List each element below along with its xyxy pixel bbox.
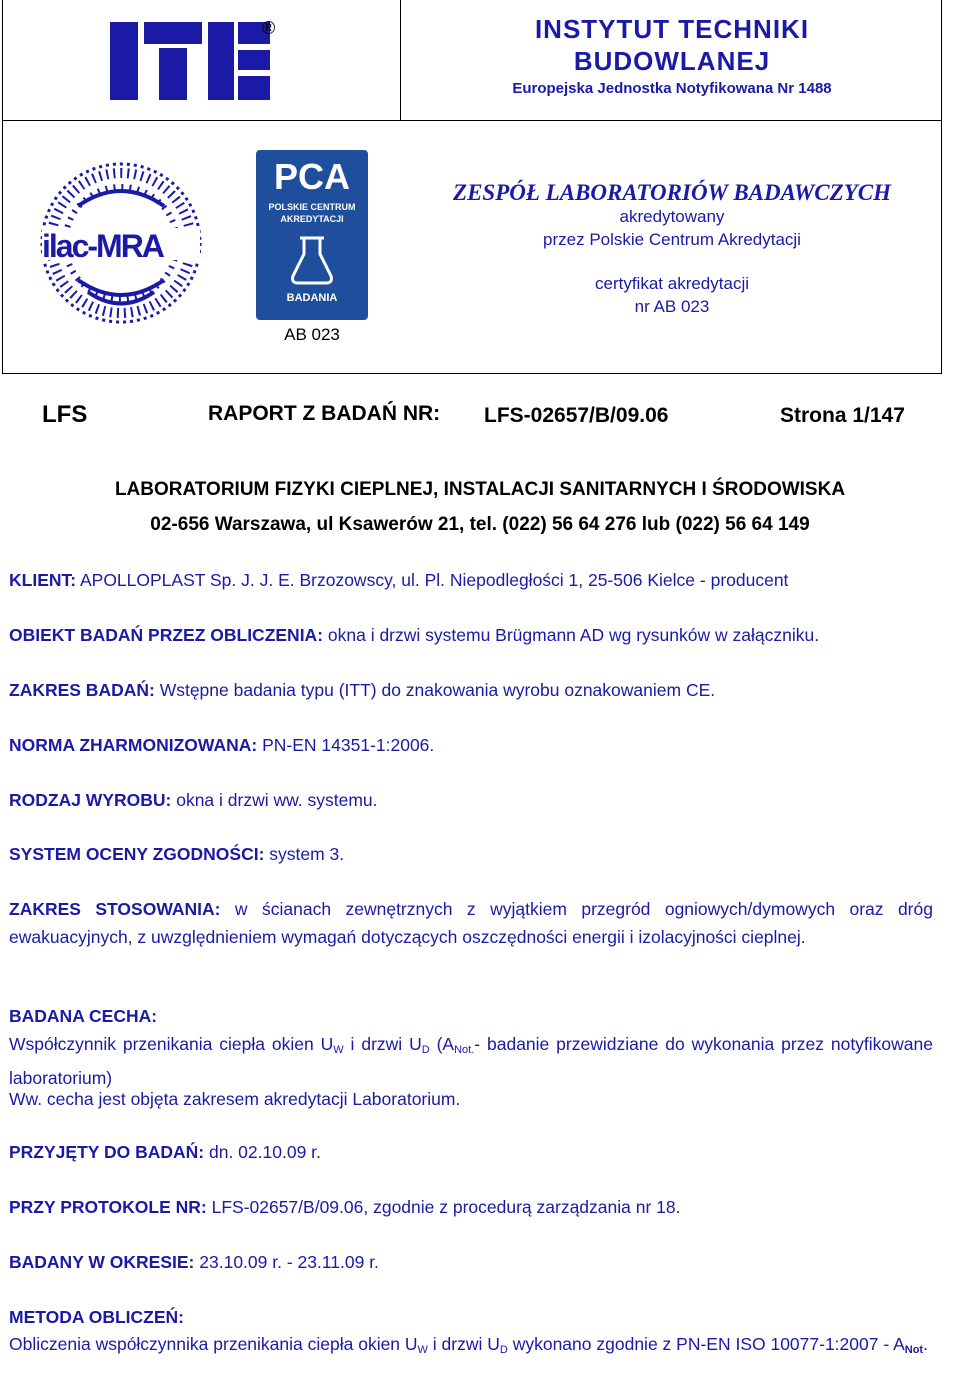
norm-row xyxy=(9,735,434,756)
feature-paragraph xyxy=(9,1030,933,1092)
method-text-end: . xyxy=(923,1334,928,1354)
pca-logo-text: PCA xyxy=(273,156,350,197)
lab-name: LABORATORIUM FIZYKI CIEPLNEJ, INSTALACJI SANITARNYCH I ŚRODOWISKA xyxy=(114,479,846,500)
accredited-label: akredytowany xyxy=(619,207,725,226)
method-subscript-not: Not xyxy=(904,1344,924,1356)
use-label: ZAKRES STOSOWANIA: xyxy=(9,899,221,919)
system-label: SYSTEM OCENY ZGODNOŚCI: xyxy=(9,844,265,864)
accepted-value: dn. 02.10.09 r. xyxy=(204,1142,321,1162)
method-subscript-d: D xyxy=(499,1344,508,1356)
protocol-label: PRZY PROTOKOLE NR: xyxy=(9,1197,207,1217)
pca-code: AB 023 xyxy=(284,325,340,344)
subscript-not: Not. xyxy=(454,1044,475,1056)
system-value: system 3. xyxy=(264,844,345,864)
lab-address: 02-656 Warszawa, ul Ksawerów 21, tel. (022) 56 64 276 lub (022) 56 64 149 xyxy=(150,514,810,535)
header-divider xyxy=(2,120,942,121)
accredited-by: przez Polskie Centrum Akredytacji xyxy=(543,230,801,249)
protocol-row xyxy=(9,1197,681,1218)
notified-body-label: Europejska Jednostka Notyfikowana Nr 1488 xyxy=(512,80,832,97)
report-number: LFS-02657/B/09.06 xyxy=(484,404,669,427)
registered-mark: ® xyxy=(262,18,276,38)
itb-logo xyxy=(110,22,270,100)
object-label: OBIEKT BADAŃ PRZEZ OBLICZENIA: xyxy=(9,625,324,645)
institute-name-line1: INSTYTUT TECHNIKI xyxy=(534,14,810,44)
pca-badania-label: BADANIA xyxy=(286,292,338,304)
page-indicator: Strona 1/147 xyxy=(780,404,905,427)
period-row xyxy=(9,1252,379,1273)
flask-icon xyxy=(290,236,334,286)
norm-value: PN-EN 14351-1:2006. xyxy=(257,735,435,755)
method-text-a: Obliczenia współczynnika przenikania ciepła okien U xyxy=(9,1334,418,1354)
method-label: METODA OBLICZEŃ: xyxy=(9,1307,184,1327)
feature-text-a: Współczynnik przenikania ciepła okien U xyxy=(9,1034,334,1054)
feature-text-c: (A xyxy=(429,1034,455,1054)
feature-text-b: i drzwi U xyxy=(343,1034,422,1054)
method-paragraph xyxy=(9,1330,933,1364)
subscript-d: D xyxy=(421,1044,430,1056)
accepted-row xyxy=(9,1142,321,1163)
feature-text-d: - badanie przewidziane do wykonania przez notyfikowane laboratorium) xyxy=(9,1034,933,1088)
norm-label: NORMA ZHARMONIZOWANA: xyxy=(9,735,258,755)
institute-name-line2: BUDOWLANEJ xyxy=(573,46,771,76)
pca-logo-line2: AKREDYTACJI xyxy=(280,214,344,224)
kind-row xyxy=(9,790,378,811)
subscript-w: W xyxy=(333,1044,344,1056)
ilac-mra-text: ilac-MRA xyxy=(42,228,163,264)
feature-accreditation-note: Ww. cecha jest objęta zakresem akredytacji Laboratorium. xyxy=(9,1089,461,1109)
protocol-value: LFS-02657/B/09.06, zgodnie z procedurą zarządzania nr 18. xyxy=(206,1197,681,1217)
client-row xyxy=(9,570,788,591)
scope-row xyxy=(9,680,715,701)
period-label: BADANY W OKRESIE: xyxy=(9,1252,195,1272)
certificate-number: nr AB 023 xyxy=(634,297,710,316)
scope-value: Wstępne badania typu (ITT) do znakowania wyrobu oznakowaniem CE. xyxy=(154,680,716,700)
feature-label: BADANA CECHA: xyxy=(9,1006,158,1026)
kind-value: okna i drzwi ww. systemu. xyxy=(171,790,378,810)
method-text-c: wykonano zgodnie z PN-EN ISO 10077-1:2007 - A xyxy=(507,1334,905,1354)
system-row xyxy=(9,844,344,865)
method-subscript-w: W xyxy=(417,1344,428,1356)
client-label: KLIENT: xyxy=(9,570,77,590)
use-value: w ścianach zewnętrznych z wyjątkiem przegród ogniowych/dymowych oraz dróg ewakuacyjnych, z uwzględnieniem wymagań dotyczących oszczędności energii i izolacyjności cieplnej. xyxy=(9,899,933,947)
pca-logo xyxy=(256,150,368,320)
pca-logo-line1: POLSKIE CENTRUM xyxy=(268,202,356,212)
client-value: APOLLOPLAST Sp. J. J. E. Brzozowscy, ul. Pl. Niepodległości 1, 25-506 Kielce - producent xyxy=(76,570,789,590)
lab-team-title: ZESPÓŁ LABORATORIÓW BADAWCZYCH xyxy=(453,180,891,205)
header-vertical-divider xyxy=(400,0,401,120)
object-value: okna i drzwi systemu Brügmann AD wg rysunków w załączniku. xyxy=(323,625,820,645)
report-label: RAPORT Z BADAŃ NR: xyxy=(208,402,441,425)
accepted-label: PRZYJĘTY DO BADAŃ: xyxy=(9,1142,205,1162)
lfs-label: LFS xyxy=(42,401,88,428)
use-scope-paragraph xyxy=(9,895,933,951)
method-text-b: i drzwi U xyxy=(427,1334,500,1354)
kind-label: RODZAJ WYROBU: xyxy=(9,790,172,810)
certificate-label: certyfikat akredytacji xyxy=(595,274,749,293)
period-value: 23.10.09 r. - 23.11.09 r. xyxy=(194,1252,379,1272)
scope-label: ZAKRES BADAŃ: xyxy=(9,680,155,700)
object-row xyxy=(9,625,819,646)
